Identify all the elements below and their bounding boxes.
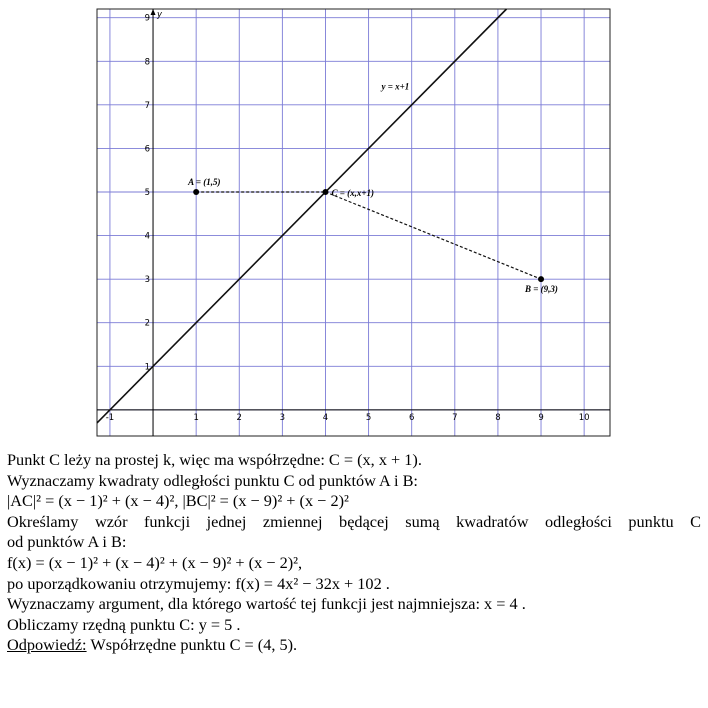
plot-frame [97,9,610,436]
x-tick-label: 8 [495,412,501,423]
x-tick-label: 4 [322,412,329,423]
x-tick-label: 2 [236,412,242,423]
y-tick-label: 6 [144,144,151,155]
text-line-4: Określamy wzór funkcji jednej zmiennej będącej sumą kwadratów odległości punktu C [7,511,701,531]
simplified-function: po uporządkowaniu otrzymujemy: f(x) = 4x² − 32x + 102 . [7,573,390,593]
minimum-argument: Wyznaczamy argument, dla którego wartość tej funkcji jest najmniejsza: x = 4 . [7,594,526,614]
x-tick-label: 1 [193,412,199,423]
point-label-a: A = (1,5) [188,177,221,187]
line-label: y = x+1 [381,81,410,92]
y-axis-arrow-icon [151,9,156,15]
y-tick-label: 4 [144,231,151,242]
y-tick-label: 3 [144,275,151,286]
y-tick-label: 9 [144,13,151,24]
y-tick-label: 1 [144,362,151,373]
y-axis-label: y [157,10,163,20]
y-tick-label: 8 [144,57,151,68]
axes [97,9,610,436]
function-formula: f(x) = (x − 1)² + (x − 4)² + (x − 9)² + (x − 2)², [7,552,303,572]
text-line-1: Punkt C leży na prostej k, więc ma współrzędne: C = (x, x + 1). [7,450,422,469]
solution-text [7,450,701,656]
y-tick-label: 2 [144,318,151,329]
answer-text: Współrzędne punktu C = (4, 5). [86,635,298,655]
x-tick-label: 6 [408,412,415,423]
x-tick-label: 9 [538,412,544,423]
answer-label: Odpowiedź: [7,635,87,655]
x-tick-label: -1 [105,412,115,423]
grid [97,9,610,436]
x-tick-label: 5 [365,412,372,423]
x-tick-label: 3 [279,412,286,423]
text-line-5: od punktów A i B: [7,532,127,552]
distance-squared-formulas: |AC|² = (x − 1)² + (x − 4)², |BC|² = (x − 9)² + (x − 2)² [7,491,349,511]
point-b [538,276,544,282]
answer-line [7,635,701,656]
ordinate-line: Obliczamy rzędną punktu C: y = 5 . [7,614,241,634]
text-line-2: Wyznaczamy kwadraty odległości punktu C od punktów A i B: [7,470,418,490]
point-c [322,189,328,195]
y-tick-label: 5 [144,188,151,198]
point-a [193,189,199,195]
point-label-c: C = (x,x+1) [331,188,374,198]
x-tick-label: 7 [452,412,458,423]
line-y-equals-x-plus-1 [97,9,507,423]
point-label-b: B = (9,3) [525,284,558,295]
x-tick-label: 10 [578,412,590,423]
chart-marks [97,9,558,423]
y-tick-label: 7 [144,100,151,111]
